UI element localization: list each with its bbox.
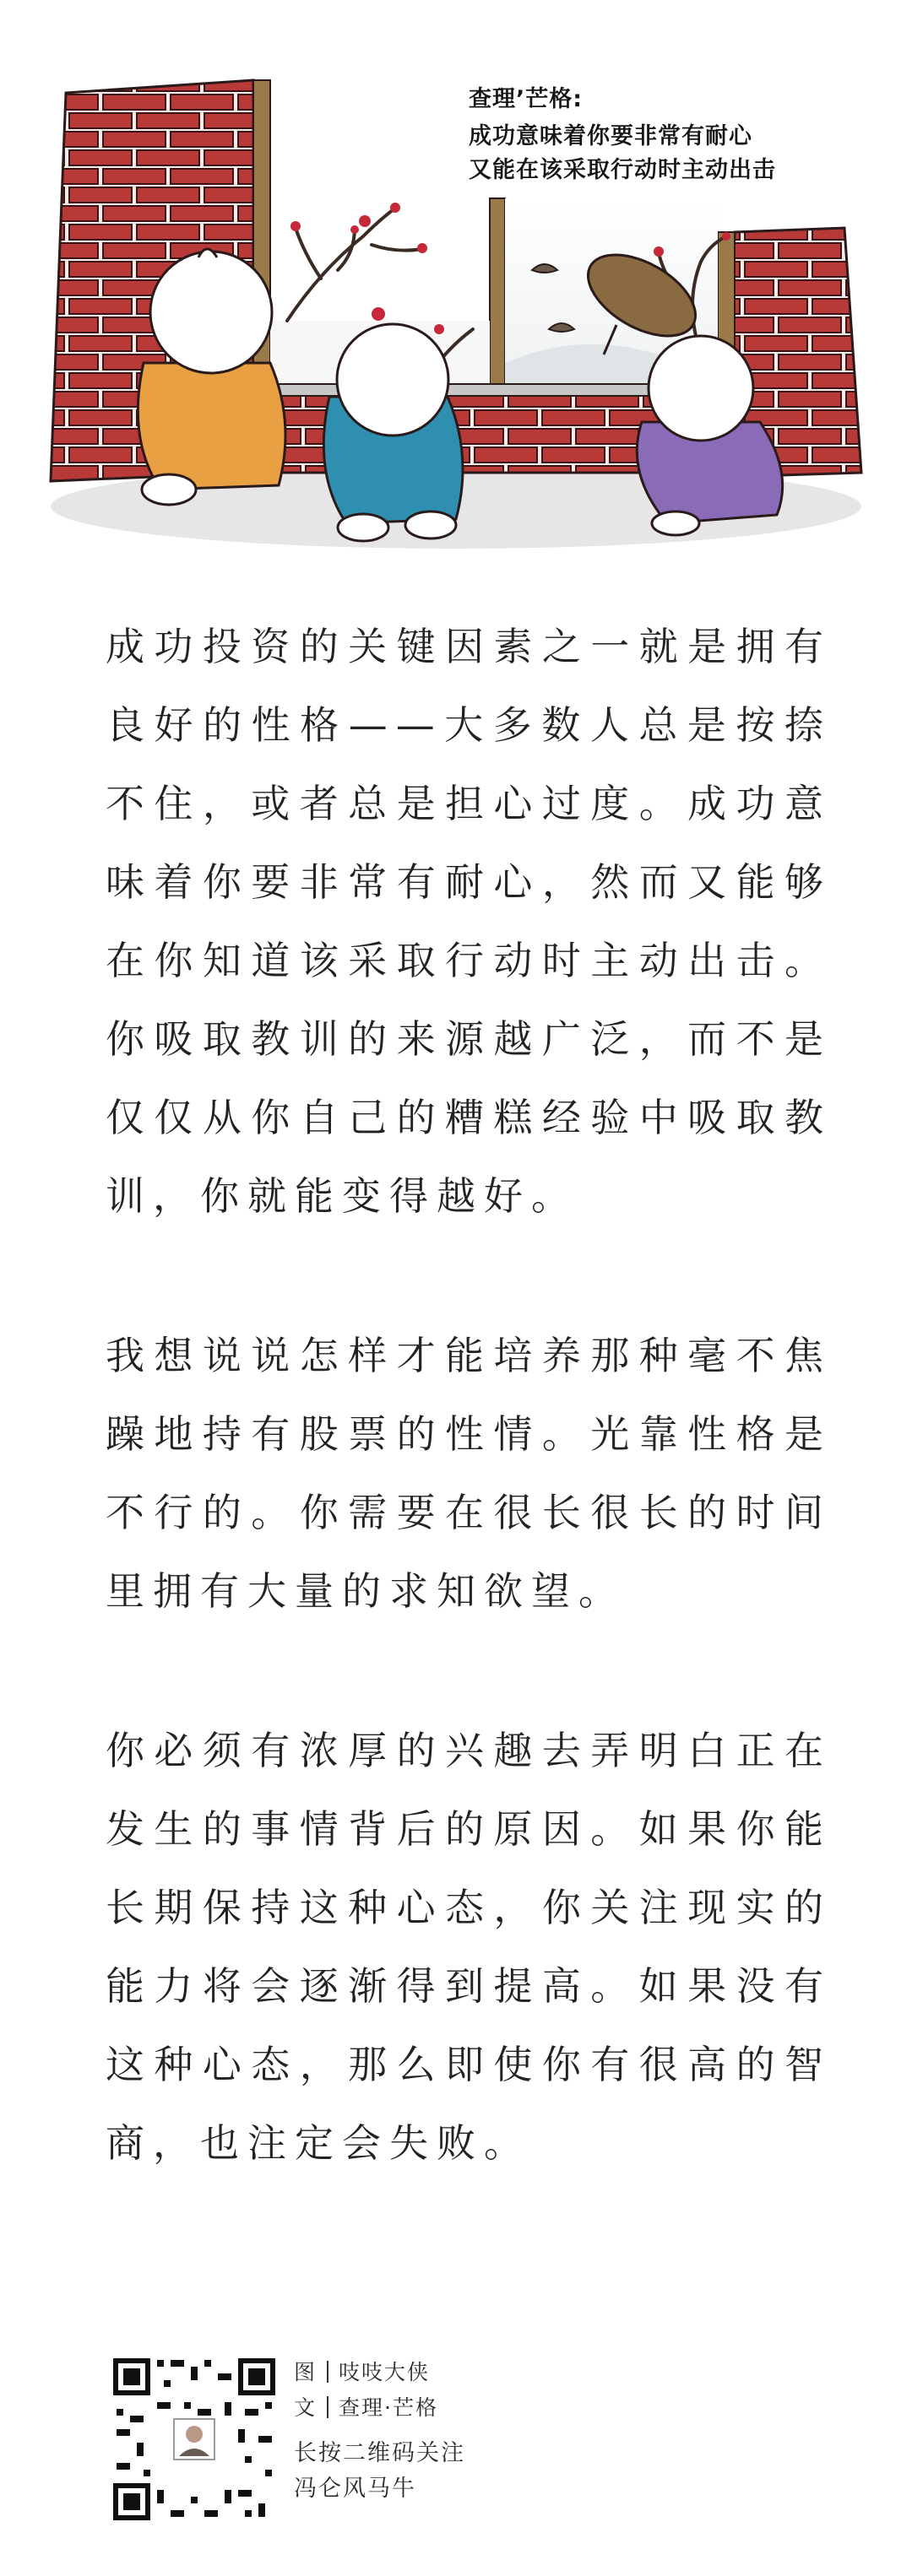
credit-image-row xyxy=(294,2355,465,2390)
illustration-quote xyxy=(469,84,891,187)
credit-text-author: 查理·芒格 xyxy=(339,2395,438,2420)
quote-line-1: 成功意味着你要非常有耐心 xyxy=(469,123,752,149)
quote-author: 查理’芒格: xyxy=(469,86,584,112)
credit-divider xyxy=(327,2361,328,2383)
credit-image-label: 图 xyxy=(294,2360,318,2384)
footer xyxy=(110,2355,549,2524)
credit-text-row xyxy=(294,2390,465,2426)
figure-blue xyxy=(323,324,463,541)
credit-text-label: 文 xyxy=(294,2395,318,2420)
figure-orange xyxy=(138,249,285,505)
footer-credits xyxy=(294,2355,465,2507)
header-illustration xyxy=(0,0,912,574)
qr-note-line-2: 冯仑风马牛 xyxy=(294,2476,416,2502)
article-body xyxy=(106,608,832,2264)
qr-note xyxy=(294,2436,465,2507)
quote-line-2: 又能在该采取行动时主动出击 xyxy=(469,157,776,183)
credit-image-author: 吱吱大侠 xyxy=(339,2360,431,2384)
qr-note-line-1: 长按二维码关注 xyxy=(294,2440,465,2466)
paragraph-1: 成功投资的关键因素之一就是拥有良好的性格——大多数人总是按捺不住，或者总是担心过度。成功意味着你要非常有耐心，然而又能够在你知道该采取行动时主动出击。你吸取教训的来源越广泛，而不是仅仅从你自己的糟糕经验中吸取教训，你就能变得越好。 xyxy=(106,624,832,1219)
credit-divider xyxy=(327,2396,328,2418)
qr-code-image[interactable] xyxy=(110,2355,279,2524)
paragraph-3: 你必须有浓厚的兴趣去弄明白正在发生的事情背后的原因。如果你能长期保持这种心态，你关注现实的能力将会逐渐得到提高。如果没有这种心态，那么即使你有很高的智商，也注定会失败。 xyxy=(106,1728,832,2166)
paragraph-2: 我想说说怎样才能培养那种毫不焦躁地持有股票的性情。光靠性格是不行的。你需要在很长很长的时间里拥有大量的求知欲望。 xyxy=(106,1333,832,1614)
